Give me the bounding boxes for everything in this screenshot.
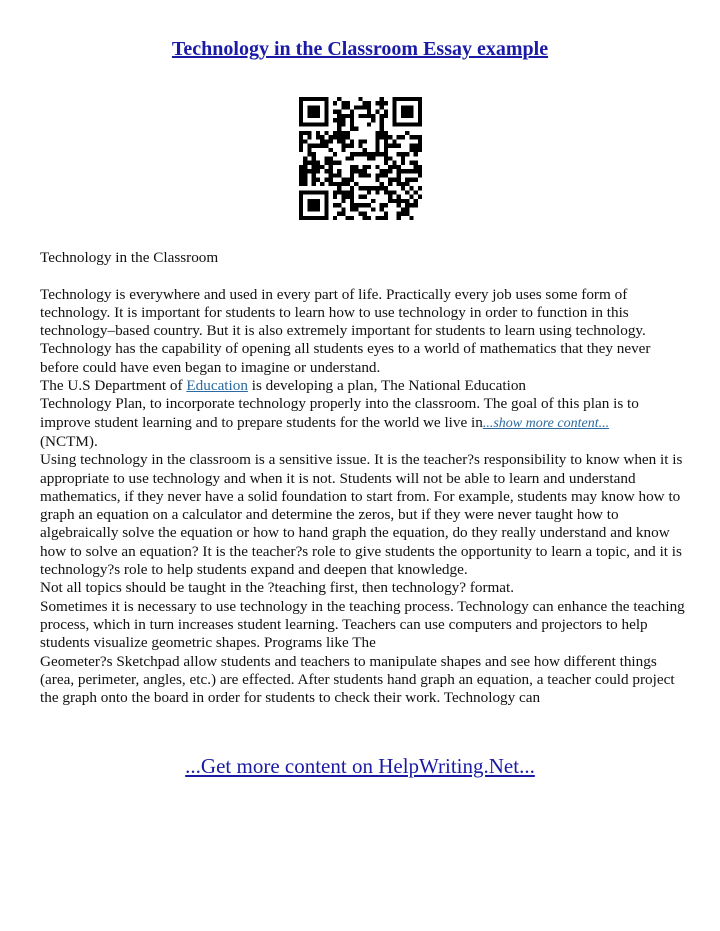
paragraph-text: Technology Plan, to incorporate technology properly into the classroom. The goal of this plan is to improve student learning and to prepare students for the world we live in <box>40 395 639 431</box>
qr-code-icon <box>299 97 422 220</box>
paragraph: Not all topics should be taught in the ?teaching first, then technology? format. <box>40 579 515 597</box>
education-link[interactable]: Education <box>186 377 248 395</box>
essay-body <box>40 249 685 707</box>
paragraph-text: The U.S Department of <box>40 377 187 395</box>
paragraph: Sometimes it is necessary to use technology in the teaching process. Technology can enhance the teaching process, which in turn increases student learning. Teachers can use computers and projectors to help students visualize geometric shapes. Programs like The <box>40 597 685 652</box>
paragraph-text: is developing a plan, The National Education <box>247 377 527 395</box>
paragraph <box>40 395 685 433</box>
essay-heading: Technology in the Classroom <box>40 249 219 266</box>
document-title[interactable]: Technology in the Classroom Essay example <box>171 38 549 60</box>
paragraph <box>40 377 685 395</box>
paragraph: Using technology in the classroom is a sensitive issue. It is the teacher?s responsibility to know when it is appropriate to use technology and when it is not. Students will not be able to learn and understand mathematics, if they never have a solid foundation to start from. For example, students may know how to graph an equation on a calculator and determine the zeros, but if they were never taught how to algebraically solve the equation or how to hand graph the equation, do they really understand and know how to solve an equation? It is the teacher?s role to give students the opportunity to learn a topic, and it is technology?s role to help students expand and deepen that knowledge. <box>40 451 683 579</box>
get-more-content-link[interactable]: ...Get more content on HelpWriting.Net... <box>185 754 535 778</box>
paragraph: (NCTM). <box>40 432 98 450</box>
show-more-link[interactable]: ...show more content... <box>482 415 610 431</box>
paragraph: Geometer?s Sketchpad allow students and teachers to manipulate shapes and see how different things (area, perimeter, angles, etc.) are effected. After students hand graph an equation, a teacher could project the graph onto the board in order for students to check their work. Technology can <box>40 652 675 707</box>
paragraph: Technology is everywhere and used in every part of life. Practically every job uses some form of technology. It is important for students to learn how to use technology in order to function in this technology–based country. But it is also extremely important for students to learn using technology. Technology has the capability of opening all students eyes to a world of mathematics that they never before could have even began to imagine or understand. <box>40 285 651 376</box>
